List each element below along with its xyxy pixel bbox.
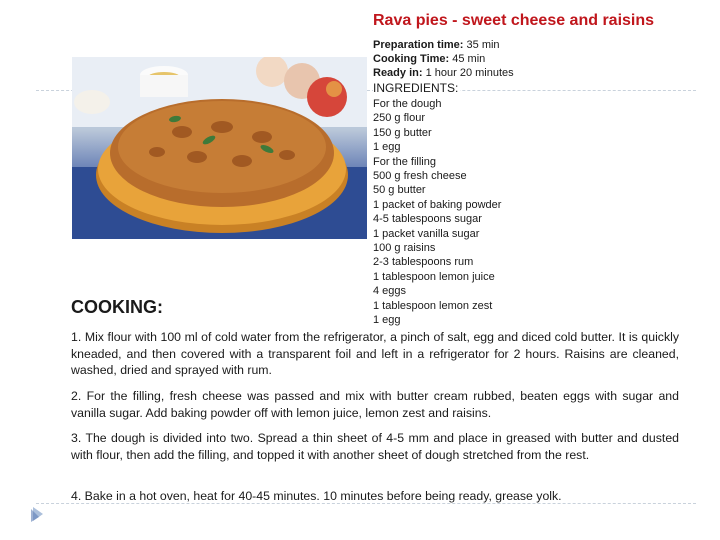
ingredient-item: 1 packet of baking powder bbox=[373, 198, 502, 211]
cooking-step-2: 2. For the filling, fresh cheese was passed and mix with butter cream rubbed, beaten eggs with sugar and vanilla sugar. Add baking powder off with lemon juice, lemon zest and raisins. bbox=[71, 389, 679, 420]
ingredient-item: 1 packet vanilla sugar bbox=[373, 227, 480, 240]
ingredient-item: 4 eggs bbox=[373, 285, 407, 298]
slide-corner-icon bbox=[30, 505, 46, 523]
ingredient-item: 1 egg bbox=[373, 314, 401, 327]
ingredient-item: 50 g butter bbox=[373, 184, 426, 197]
recipe-title: Rava pies - sweet cheese and raisins bbox=[373, 12, 655, 29]
cooking-heading: COOKING: bbox=[71, 297, 167, 318]
ready-time: Ready in: 1 hour 20 minutes bbox=[373, 67, 514, 79]
cooking-step-1: 1. Mix flour with 100 ml of cold water from the refrigerator, a pinch of salt, egg and diced cold butter. It is quickly kneaded, and then covered with a transparent foil and left in a refrigerator for 2 hours. Raisins are cleaned, washed, dried and sprayed with rum. bbox=[71, 330, 679, 377]
ingredients-heading: INGREDIENTS: bbox=[373, 81, 459, 95]
ingredient-item: 500 g fresh cheese bbox=[373, 170, 467, 183]
ingredients-list bbox=[373, 97, 501, 328]
pie-illustration bbox=[72, 57, 367, 239]
ingredient-item: For the filling bbox=[373, 155, 436, 168]
ingredient-item: 1 tablespoon lemon zest bbox=[373, 299, 493, 312]
pie-photo bbox=[72, 57, 367, 239]
prep-time: Preparation time: 35 min bbox=[373, 39, 500, 51]
cooking-step-3: 3. The dough is divided into two. Spread a thin sheet of 4-5 mm and place in greased with butter and dusted with flour, then add the filling, and topped it with another sheet of dough stretched from the rest. bbox=[71, 431, 679, 462]
bottom-divider bbox=[36, 503, 696, 504]
recipe-times bbox=[373, 38, 514, 80]
ingredient-item: 1 egg bbox=[373, 141, 401, 154]
ingredient-item: 2-3 tablespoons rum bbox=[373, 256, 474, 269]
cooking-step-4: 4. Bake in a hot oven, heat for 40-45 minutes. 10 minutes before being ready, grease yolk. bbox=[71, 489, 562, 503]
ingredient-item: 250 g flour bbox=[373, 112, 425, 125]
ingredient-item: 150 g butter bbox=[373, 126, 432, 139]
ingredient-item: 4-5 tablespoons sugar bbox=[373, 213, 482, 226]
ingredient-item: For the dough bbox=[373, 98, 442, 110]
cooking-time: Cooking Time: 45 min bbox=[373, 53, 486, 65]
ingredient-item: 1 tablespoon lemon juice bbox=[373, 270, 495, 283]
ingredient-item: 100 g raisins bbox=[373, 242, 436, 255]
